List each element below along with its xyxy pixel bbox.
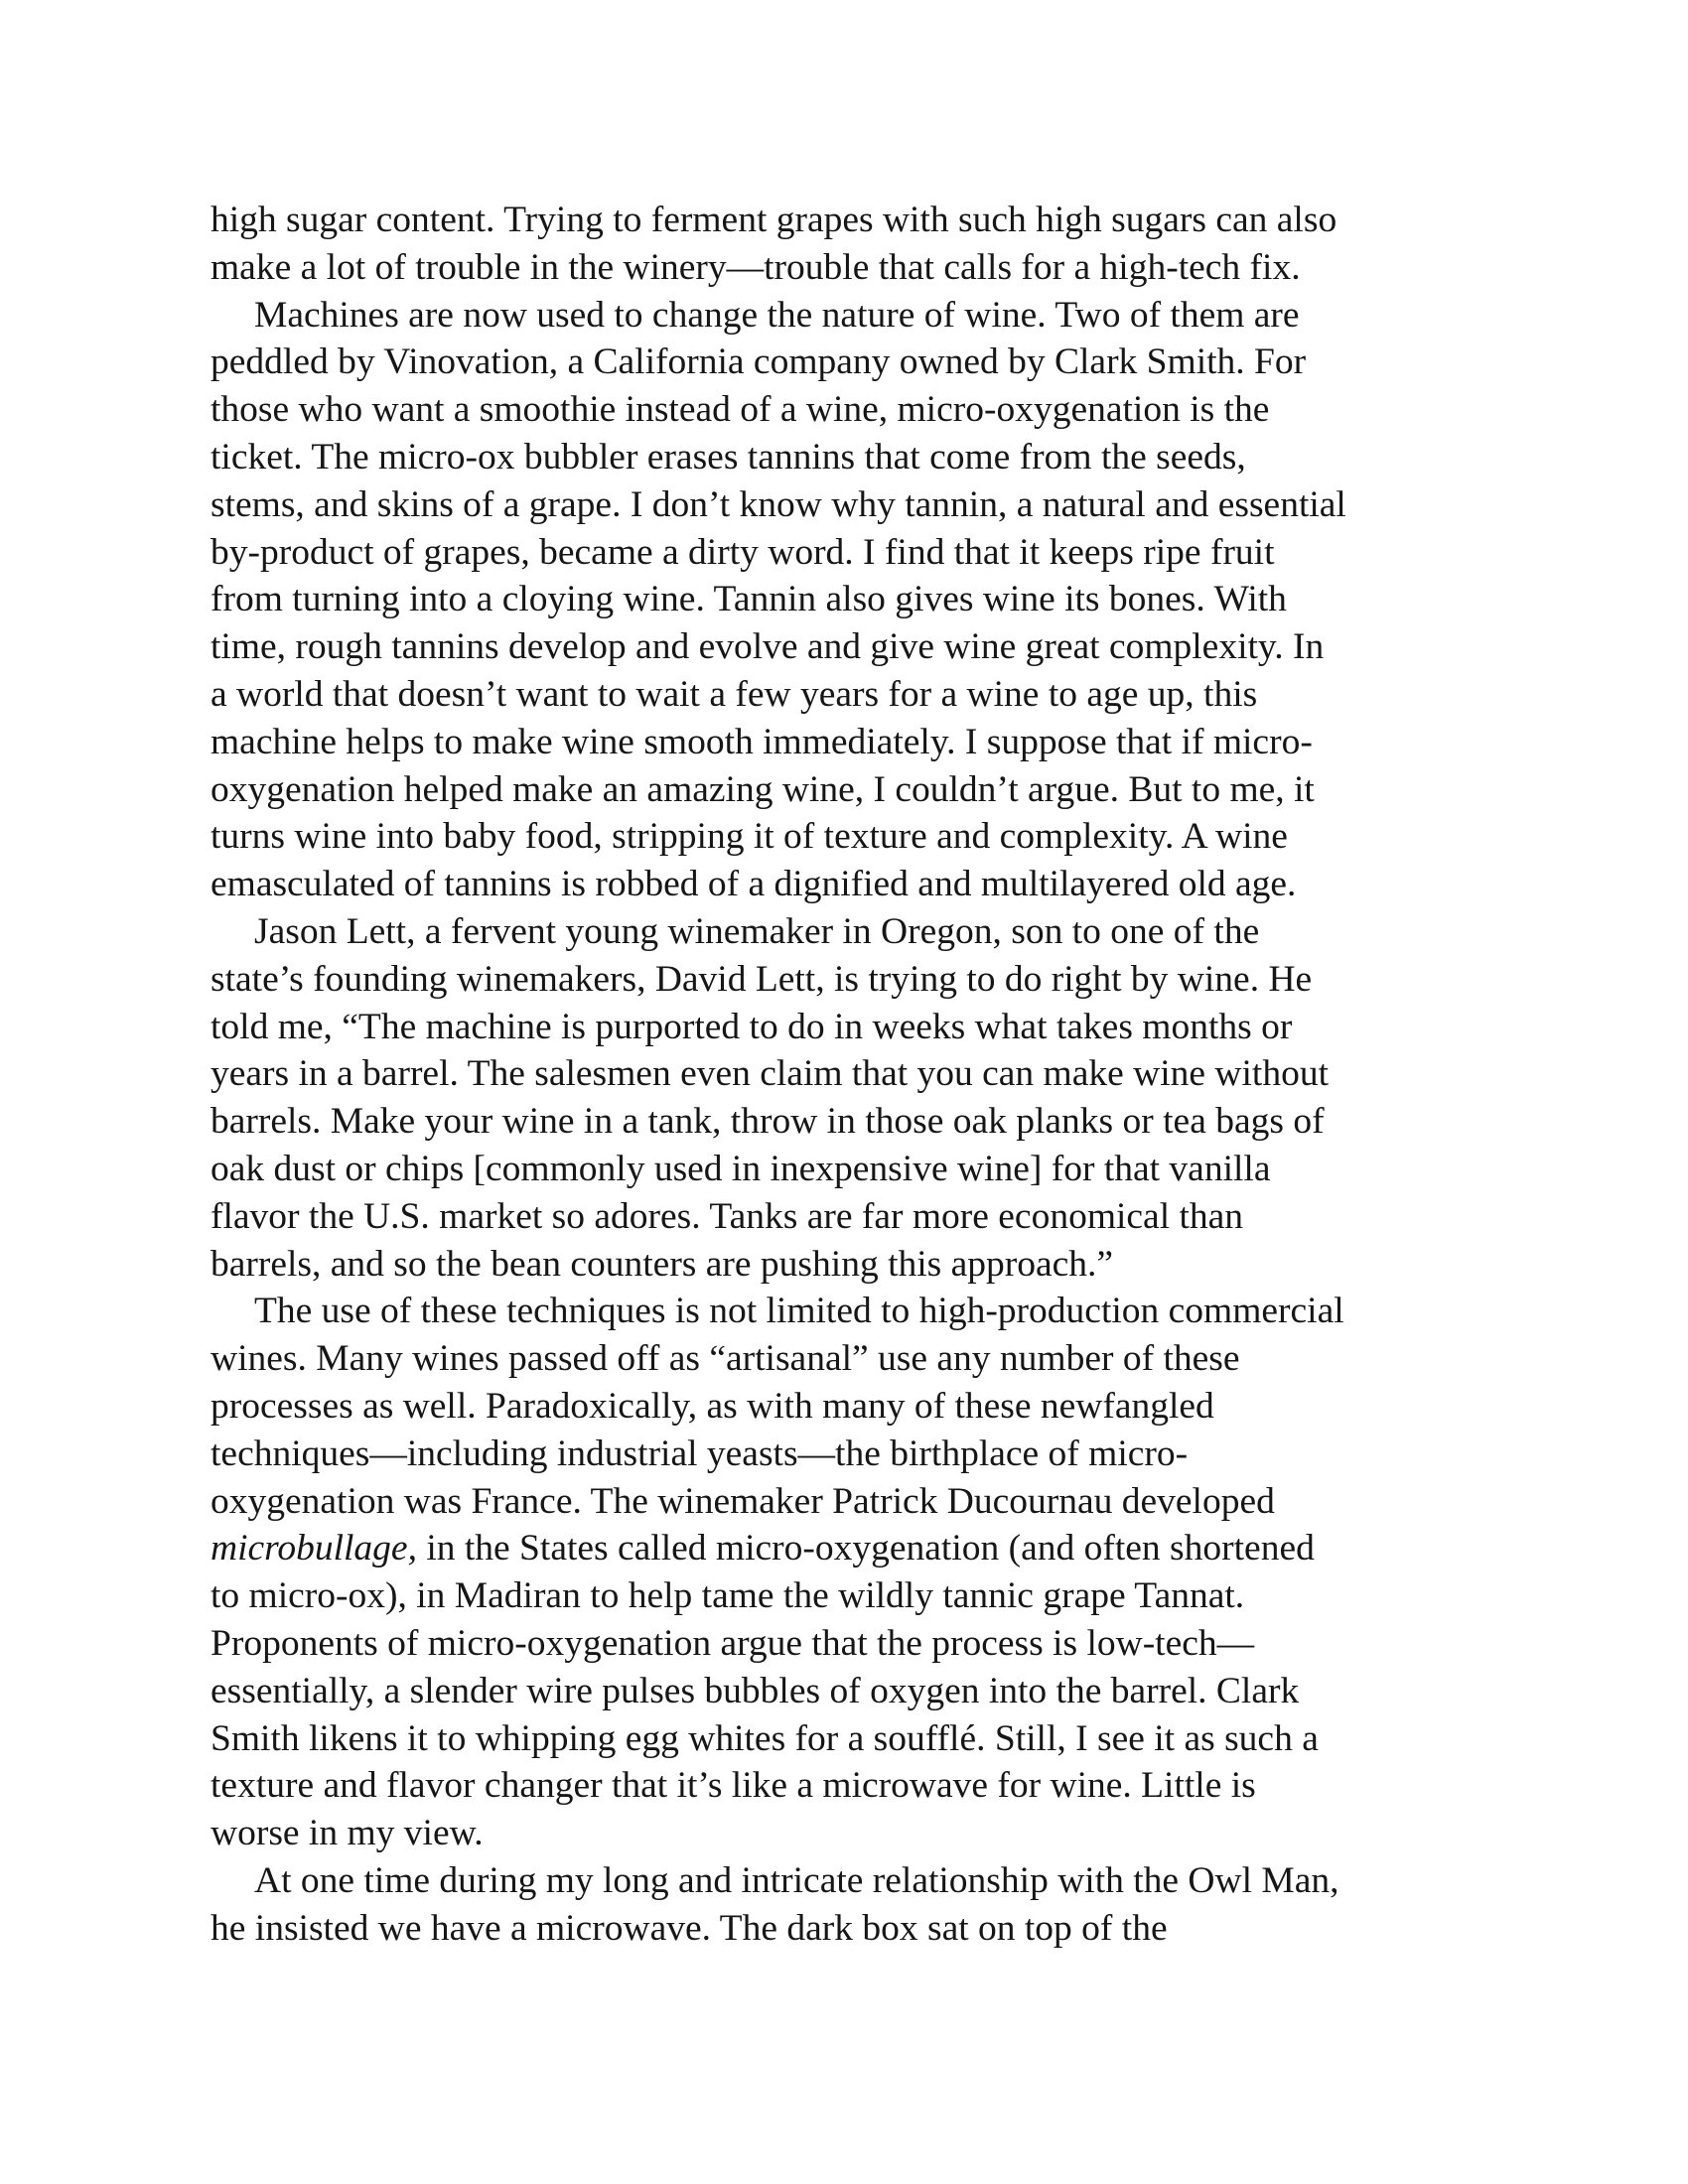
text-line: make a lot of trouble in the winery—trouble that calls for a high-tech fix. (211, 246, 1301, 288)
text-line: processes as well. Paradoxically, as with many of these newfangled (211, 1385, 1214, 1427)
text-line: ticket. The micro-ox bubbler erases tannins that come from the seeds, (211, 436, 1246, 478)
paragraph-start-line: At one time during my long and intricate relationship with the Owl Man, (254, 1859, 1339, 1901)
text-line: turns wine into baby food, stripping it of texture and complexity. A wine (211, 816, 1288, 858)
text-line: Proponents of micro-oxygenation argue that the process is low-tech— (211, 1622, 1255, 1664)
text-line: Smith likens it to whipping egg whites for a soufflé. Still, I see it as such a (211, 1717, 1319, 1759)
text-line: worse in my view. (211, 1813, 484, 1854)
text-line: flavor the U.S. market so adores. Tanks are far more economical than (211, 1195, 1244, 1237)
text-line: told me, “The machine is purported to do in weeks what takes months or (211, 1006, 1293, 1047)
text-line: time, rough tannins develop and evolve and give wine great complexity. In (211, 626, 1325, 668)
text-line: emasculated of tannins is robbed of a dignified and multilayered old age. (211, 864, 1297, 905)
text-line: high sugar content. Trying to ferment grapes with such high sugars can also (211, 200, 1337, 240)
text-line: a world that doesn’t want to wait a few years for a wine to age up, this (211, 673, 1258, 715)
text-line: he insisted we have a microwave. The dark box sat on top of the (211, 1907, 1168, 1949)
text-line: techniques—including industrial yeasts—the birthplace of micro- (211, 1433, 1189, 1474)
italic-term: microbullage, (211, 1528, 417, 1570)
paragraph-start-line: Jason Lett, a fervent young winemaker in Oregon, son to one of the (254, 910, 1260, 952)
paragraph-start-line: Machines are now used to change the nature of wine. Two of them are (254, 294, 1300, 336)
text-line: wines. Many wines passed off as “artisanal” use any number of these (211, 1338, 1240, 1380)
text-line: essentially, a slender wire pulses bubbles of oxygen into the barrel. Clark (211, 1670, 1300, 1711)
text-line: texture and flavor changer that it’s like a microwave for wine. Little is (211, 1765, 1256, 1807)
text-line: barrels. Make your wine in a tank, throw in those oak planks or tea bags of (211, 1101, 1325, 1143)
text-line: years in a barrel. The salesmen even claim that you can make wine without (211, 1053, 1329, 1095)
text-line: oxygenation helped make an amazing wine, I couldn’t argue. But to me, it (211, 768, 1315, 810)
text-line: oxygenation was France. The winemaker Patrick Ducournau developed (211, 1480, 1275, 1522)
paragraph-start-line: The use of these techniques is not limited to high-production commercial (254, 1291, 1344, 1332)
text-line: machine helps to make wine smooth immediately. I suppose that if micro- (211, 721, 1313, 762)
page-body (211, 197, 1501, 1952)
text-line: oak dust or chips [commonly used in inexpensive wine] for that vanilla (211, 1148, 1271, 1189)
text-line: state’s founding winemakers, David Lett, is trying to do right by wine. He (211, 958, 1313, 1000)
text-line: to micro-ox), in Madiran to help tame the wildly tannic grape Tannat. (211, 1575, 1245, 1617)
text-line: from turning into a cloying wine. Tannin also gives wine its bones. With (211, 579, 1287, 620)
text-line: by-product of grapes, became a dirty word. I find that it keeps ripe fruit (211, 531, 1275, 573)
text-line: barrels, and so the bean counters are pushing this approach.” (211, 1243, 1114, 1285)
text-line: those who want a smoothie instead of a wine, micro-oxygenation is the (211, 389, 1270, 431)
text-line: stems, and skins of a grape. I don’t know why tannin, a natural and essential (211, 483, 1346, 525)
text-line-rest: in the States called micro-oxygenation (and often shortened (416, 1528, 1315, 1570)
text-line: peddled by Vinovation, a California company owned by Clark Smith. For (211, 341, 1307, 383)
text-line (211, 1525, 1501, 1572)
